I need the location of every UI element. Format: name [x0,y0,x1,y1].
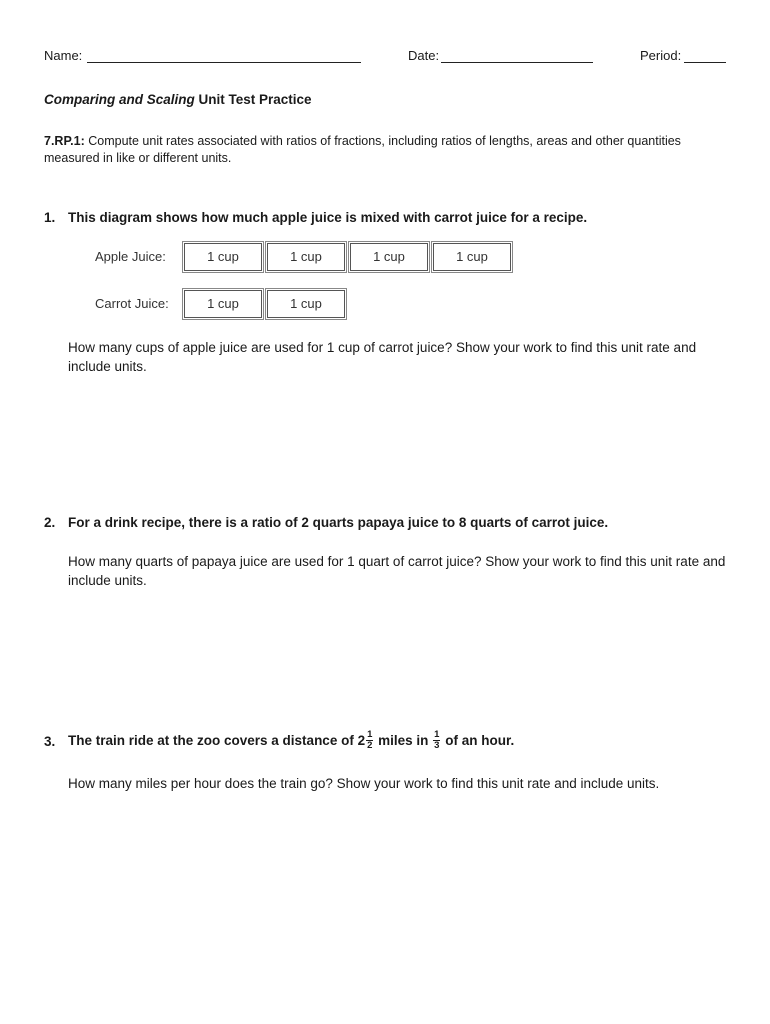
frac2-numerator: 1 [434,728,440,740]
date-line[interactable] [441,62,593,63]
carrot-cup-box: 1 cup [267,290,345,318]
name-line[interactable] [87,62,361,63]
standard-text [44,133,724,167]
frac1-denominator: 2 [367,739,373,751]
q1-text: This diagram shows how much apple juice is mixed with carrot juice for a recipe. [68,210,588,225]
title-rest: Unit Test Practice [194,92,312,107]
carrot-cup-box: 1 cup [184,290,262,318]
q3-number: 3. [44,734,56,749]
q2-number: 2. [44,515,56,530]
q3-text-a: The train ride at the zoo covers a distance of [68,733,358,748]
date-label: Date: [408,48,440,63]
carrot-juice-label: Carrot Juice: [95,296,169,311]
title-italic: Comparing and Scaling [44,92,195,107]
q2-text: For a drink recipe, there is a ratio of 2 quarts papaya juice to 8 quarts of carrot juice. [68,515,609,530]
q1-prompt: How many cups of apple juice are used for 1 cup of carrot juice? Show your work to find this unit rate and include units. [68,340,697,374]
q2-prompt: How many quarts of papaya juice are used for 1 quart of carrot juice? Show your work to find this unit rate and include units. [68,554,726,588]
q3-prompt: How many miles per hour does the train go? Show your work to find this unit rate and include units. [68,776,660,791]
name-label: Name: [44,48,83,63]
apple-cup-box: 1 cup [433,243,511,271]
standard-description: Compute unit rates associated with ratios of fractions, including ratios of lengths, areas and other quantities measured in like or different units. [44,134,681,165]
frac2-denominator: 3 [434,739,440,751]
q3-text-b: miles in [374,733,433,748]
q3-whole: 2 [357,733,366,748]
apple-juice-label: Apple Juice: [95,249,166,264]
fraction-one-half [366,730,373,751]
q3-text [68,728,514,754]
apple-cup-box: 1 cup [350,243,428,271]
page-title [44,92,312,107]
period-label: Period: [640,48,682,63]
apple-cup-box: 1 cup [267,243,345,271]
fraction-one-third [433,730,440,751]
q3-text-c: of an hour. [441,733,515,748]
q1-number: 1. [44,210,56,225]
standard-code: 7.RP.1: [44,134,85,148]
period-line[interactable] [684,62,726,63]
frac1-numerator: 1 [367,728,373,740]
apple-cup-box: 1 cup [184,243,262,271]
